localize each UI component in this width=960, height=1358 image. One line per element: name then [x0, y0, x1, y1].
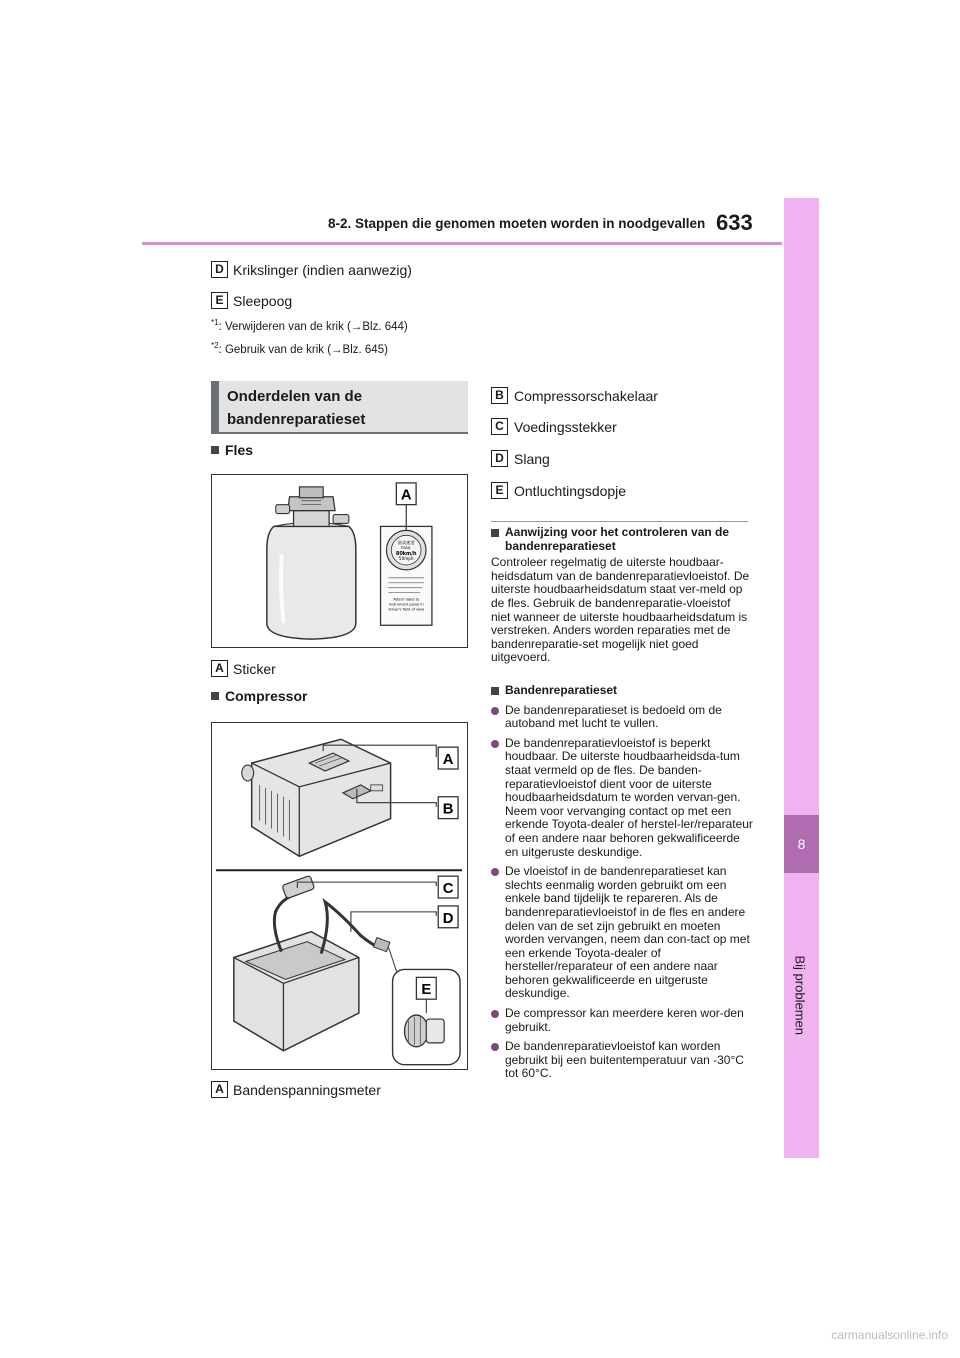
- item-krikslinger: Krikslinger (indien aanwezig): [233, 262, 412, 278]
- note-expiry-heading-line1: Aanwijzing voor het controleren van de: [505, 525, 730, 539]
- list-item: [491, 1040, 753, 1081]
- bullet-dot-icon: [491, 707, 499, 715]
- subheading-compressor-text: Compressor: [225, 688, 308, 704]
- sticker-line-4: 50mph: [398, 556, 414, 562]
- sticker-line-1: 最高速度: [397, 540, 415, 546]
- footnote-mark: *1: [211, 318, 219, 327]
- sticker-line-2: max.: [401, 545, 412, 551]
- section-heading: [211, 381, 468, 433]
- callout-a: A: [400, 487, 412, 504]
- note-expiry-heading: [491, 526, 753, 553]
- callout-e: E: [421, 982, 432, 999]
- square-bullet-icon: [211, 446, 219, 454]
- note-kit-heading: [491, 684, 753, 698]
- note-expiry: [491, 526, 753, 665]
- callout-a: A: [442, 752, 454, 769]
- list-item: [491, 737, 753, 859]
- footnote-text: : Verwijderen van de krik (→Blz. 644): [218, 320, 408, 333]
- bottle-illustration: [212, 475, 467, 647]
- subheading-fles: [211, 442, 253, 458]
- bullet-dot-icon: [491, 868, 499, 876]
- item-bandenspanningsmeter: Bandenspanningsmeter: [233, 1082, 381, 1098]
- square-bullet-icon: [211, 692, 219, 700]
- list-item-text: De compressor kan meerdere keren wor-den gebruikt.: [505, 1006, 744, 1034]
- letter-box-d: D: [211, 261, 228, 278]
- chapter-number: 8: [784, 815, 819, 873]
- footnote-2: [211, 341, 388, 356]
- callout-b: B: [442, 801, 454, 818]
- item-sleepoog: Sleepoog: [233, 293, 293, 309]
- item-ontluchtingsdopje: Ontluchtingsdopje: [514, 483, 627, 499]
- list-item-text: De vloeistof in de bandenreparatieset kan slechts eenmalig worden gebruikt om een enkele band tijdelijk te repareren. Als de bandenreparatievloeistof in de fles en andere delen van de set zijn gebruikt en moeten worden vervangen, neem dan con-tact op met een erkende Toyota-dealer of hersteller/reparateur of een andere naar behoren gekwalificeerde en uitgeruste deskundige.: [505, 864, 750, 1001]
- footnote-mark: *2: [211, 341, 219, 350]
- letter-box-c: C: [491, 418, 508, 435]
- sticker-small-3: driver's field of view: [388, 607, 425, 612]
- watermark: carmanualsonline.info: [831, 1328, 948, 1342]
- sticker-small-2: instrument panel in: [388, 602, 424, 607]
- square-bullet-icon: [491, 687, 499, 695]
- list-item-text: De bandenreparatievloeistof kan worden gebruikt bij een buitentemperatuur van -30°C tot 60°C.: [505, 1039, 744, 1081]
- bullet-dot-icon: [491, 1010, 499, 1018]
- list-item: [491, 704, 753, 731]
- subheading-fles-text: Fles: [225, 442, 254, 458]
- bullet-dot-icon: [491, 1043, 499, 1051]
- item-slang: Slang: [514, 451, 550, 467]
- note-kit-heading-text: Bandenreparatieset: [505, 683, 618, 697]
- sticker-small-1: Attach label to: [393, 597, 420, 602]
- item-voedingsstekker: Voedingsstekker: [514, 419, 617, 435]
- bullet-dot-icon: [491, 740, 499, 748]
- note-kit: [491, 684, 753, 1081]
- compressor-figure: [211, 722, 468, 1070]
- letter-box-a: A: [211, 1081, 228, 1098]
- callout-d: D: [442, 910, 454, 927]
- note-expiry-heading-line2: bandenreparatieset: [505, 538, 616, 553]
- section-title: 8-2. Stappen die genomen moeten worden in noodgevallen: [328, 216, 706, 231]
- section-heading-line2: bandenreparatieset: [227, 411, 366, 428]
- sticker-line-3: 80km/h: [395, 551, 417, 558]
- list-item: [491, 865, 753, 1001]
- header-rule: [142, 242, 782, 245]
- footnote-text: : Gebruik van de krik (→Blz. 645): [218, 343, 388, 356]
- letter-box-d: D: [491, 450, 508, 467]
- list-item-text: De bandenreparatievloeistof is beperkt houdbaar. De uiterste houdbaarheidsda-tum staat vermeld op de fles. De banden-reparatievloeistof dient voor de uiterste houdbaarheidsdatum te worden vervan-gen. Neem voor vervanging contact op met een erkende Toyota-dealer of herstel-ler/reparateur of een andere naar behoren gekwalificeerde en uitgeruste deskundige.: [505, 735, 753, 859]
- letter-box-e: E: [211, 292, 228, 309]
- letter-box-e: E: [491, 482, 508, 499]
- item-sticker: Sticker: [233, 661, 276, 677]
- note-expiry-body: Controleer regelmatig de uiterste houdbaar-heidsdatum van de bandenreparatievloeistof. De uiterste houdbaarheidsdatum staat ver-meld op de fles. Gebruik de bandenreparatie-vloeistof niet wanneer de uiterste houdbaarheidsdatum is verstreken. Anders worden reparaties met de bandenreparatie-set mogelijk niet goed uitgevoerd.: [491, 555, 750, 665]
- subheading-compressor: [211, 688, 307, 704]
- square-bullet-icon: [491, 529, 499, 537]
- footnote-1: [211, 318, 408, 333]
- letter-box-a: A: [211, 660, 228, 677]
- compressor-illustration: [212, 723, 467, 1069]
- item-compressorschakelaar: Compressorschakelaar: [514, 388, 658, 404]
- bottle-figure: [211, 474, 468, 648]
- callout-c: C: [442, 881, 454, 898]
- section-heading-line1: Onderdelen van de: [227, 388, 363, 405]
- section-underline: [211, 432, 468, 434]
- notes-separator: [491, 521, 748, 522]
- letter-box-b: B: [491, 387, 508, 404]
- list-item-text: De bandenreparatieset is bedoeld om de autoband met lucht te vullen.: [505, 702, 722, 731]
- chapter-label: Bij problemen: [792, 955, 808, 1035]
- list-item: [491, 1007, 753, 1034]
- page-number: 633: [716, 210, 753, 235]
